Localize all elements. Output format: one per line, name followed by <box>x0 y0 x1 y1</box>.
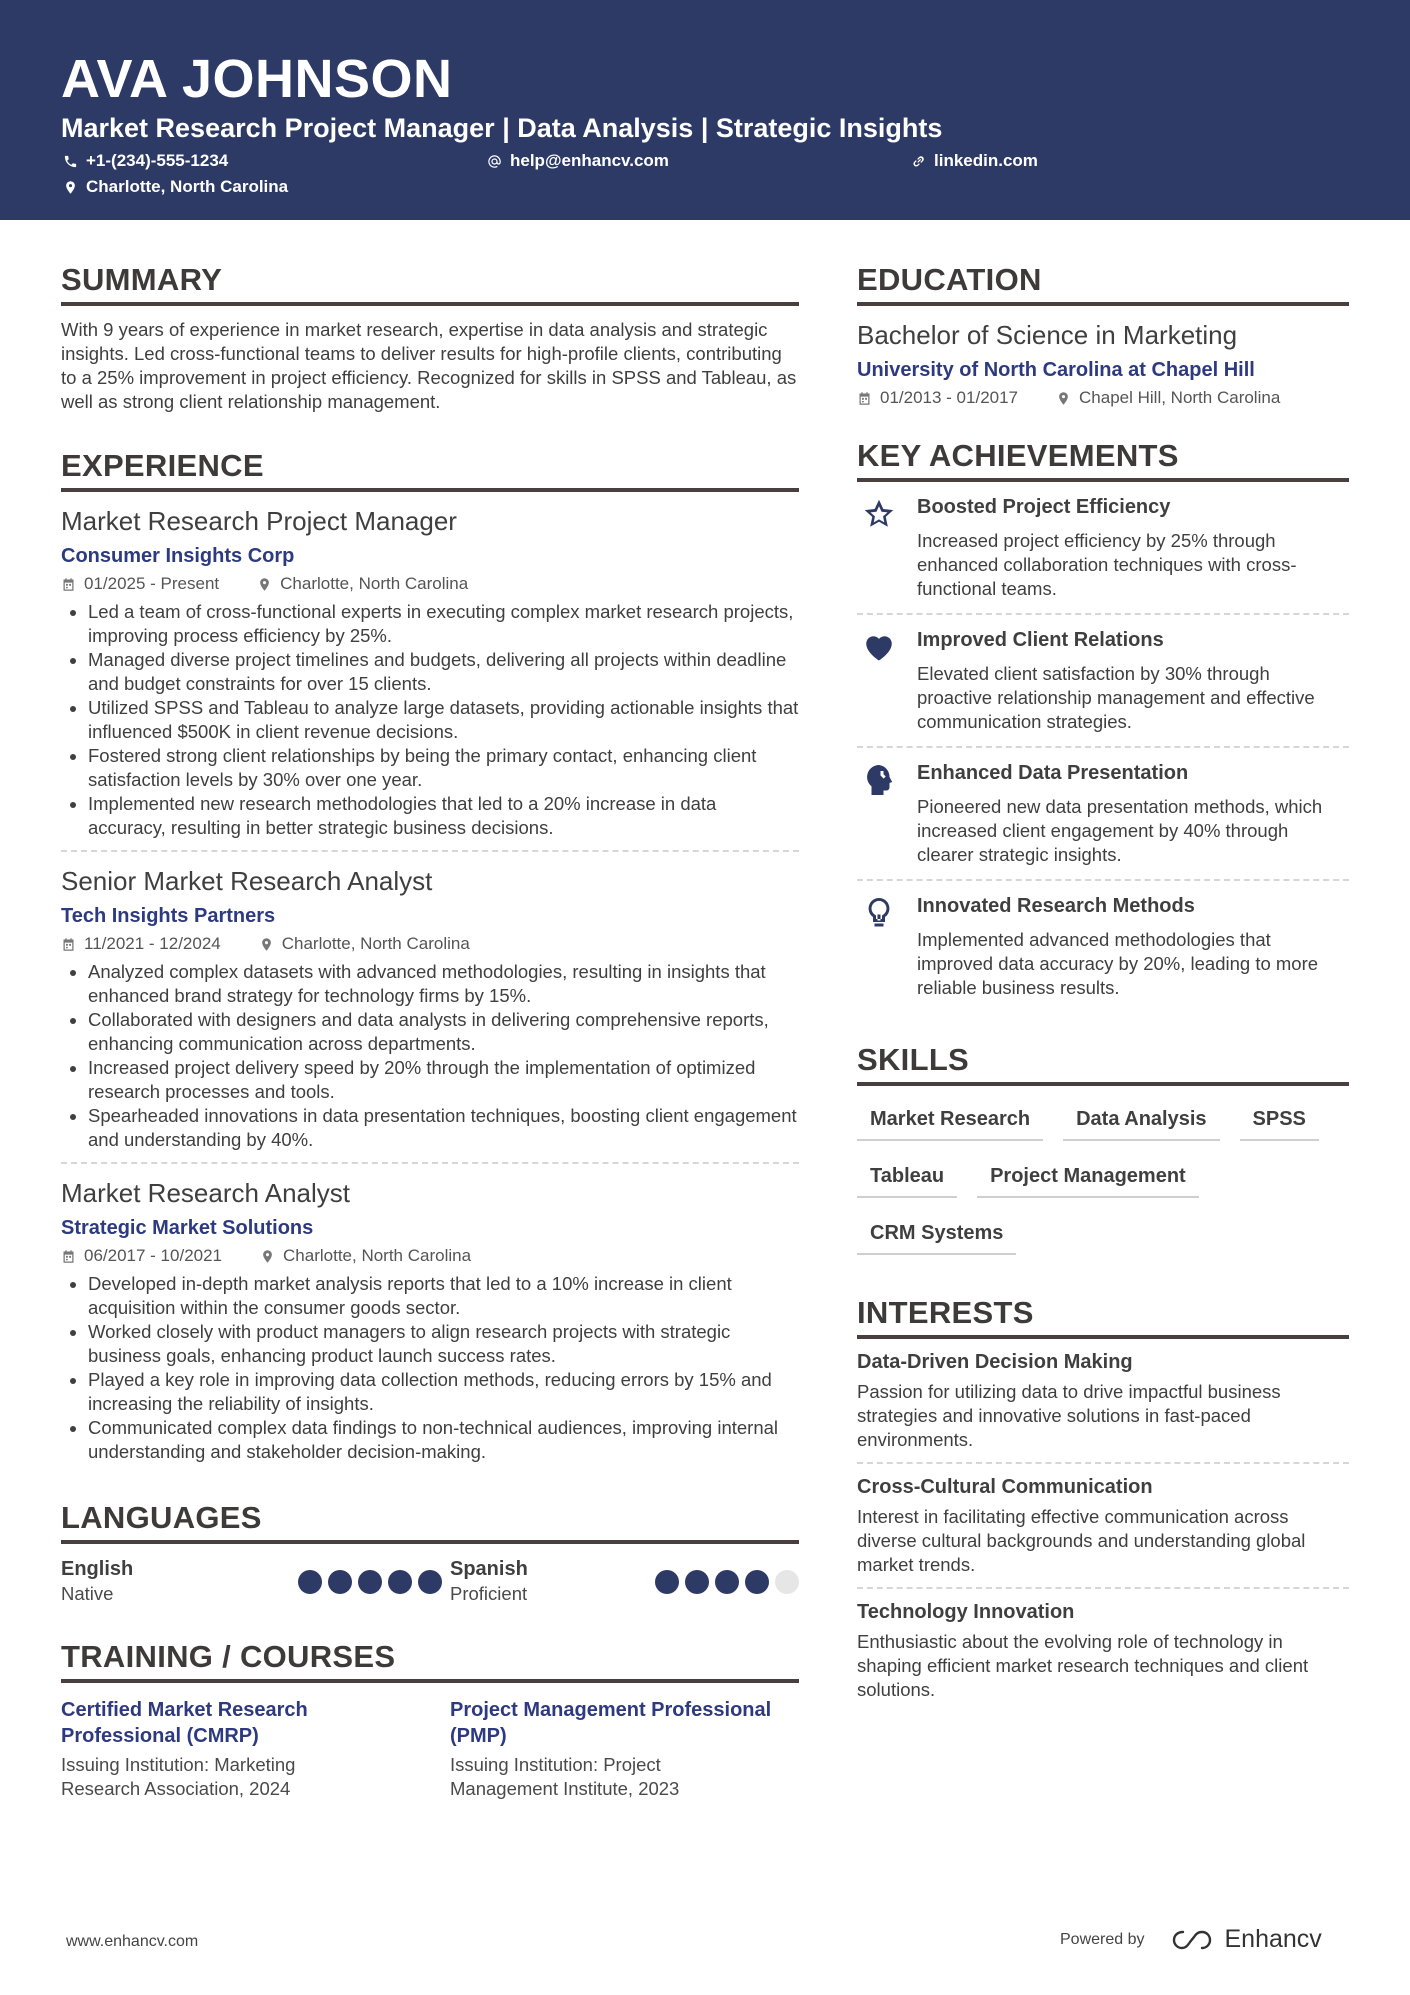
location-pin-icon <box>63 180 78 195</box>
brand-name: Enhancv <box>1224 1925 1322 1953</box>
language-name: Spanish <box>450 1558 528 1580</box>
right-column <box>857 262 1349 1712</box>
location-pin-icon <box>260 1249 275 1264</box>
link-icon <box>911 154 926 169</box>
job-dates: 11/2021 - 12/2024 <box>84 934 221 953</box>
experience-item <box>61 492 799 852</box>
course-item <box>61 1697 450 1801</box>
bullet-item: • Collaborated with designers and data analysts in delivering comprehensive reports, enhancing communication across departments. <box>88 1008 799 1056</box>
training-heading: TRAINING / COURSES <box>61 1639 799 1683</box>
location-pin-icon <box>1056 391 1071 406</box>
skill-tag: Data Analysis <box>1063 1104 1219 1141</box>
bullet-item: • Communicated complex data findings to non-technical audiences, improving internal understanding and stakeholder decision-making. <box>88 1416 799 1464</box>
course-institution: Issuing Institution: Project Management Institute, 2023 <box>450 1754 680 1799</box>
interest-title: Technology Innovation <box>857 1601 1075 1623</box>
bullet-item: • Utilized SPSS and Tableau to analyze large datasets, providing actionable insights that influenced $500K in client revenue decisions. <box>88 696 799 744</box>
language-rating <box>655 1570 799 1605</box>
bullet-item: • Spearheaded innovations in data presentation techniques, boosting client engagement and understanding by 40%. <box>88 1104 799 1152</box>
summary-text: With 9 years of experience in market research, expertise in data analysis and strategic insights. Led cross-functional teams to deliver results for high-profile clients, contributing to a 25% improvement in project efficiency. Recognized for skills in SPSS and Tableau, as well as strong client relationship management. <box>61 319 797 412</box>
head-icon <box>861 762 897 798</box>
achievement-text: Implemented advanced methodologies that improved data accuracy by 20%, leading to more reliable business results. <box>917 929 1319 998</box>
footer-website[interactable]: www.enhancv.com <box>66 1933 199 1950</box>
education-heading: EDUCATION <box>857 262 1349 306</box>
location-pin-icon <box>259 937 274 952</box>
education-degree: Bachelor of Science in Marketing <box>857 320 1238 350</box>
job-bullets <box>61 960 799 1152</box>
skill-tag: Market Research <box>857 1104 1043 1141</box>
achievement-text: Pioneered new data presentation methods, which increased client engagement by 40% through clearer strategic insights. <box>917 796 1323 865</box>
achievement-title: Innovated Research Methods <box>917 895 1195 917</box>
interest-text: Interest in facilitating effective communication across diverse cultural backgrounds and understanding global market trends. <box>857 1506 1306 1575</box>
interest-item <box>857 1464 1349 1589</box>
job-company: Tech Insights Partners <box>61 905 276 927</box>
powered-by-text: Powered by <box>1060 1930 1145 1948</box>
achievement-text: Increased project efficiency by 25% through enhanced collaboration techniques with cross-functional teams. <box>917 530 1297 599</box>
calendar-icon <box>61 1249 76 1264</box>
languages-section <box>61 1500 799 1605</box>
rating-dot-empty <box>775 1570 799 1594</box>
language-item <box>61 1558 450 1605</box>
rating-dot-filled <box>328 1570 352 1594</box>
bullet-item: • Implemented new research methodologies that led to a 20% increase in data accuracy, resulting in better strategic business decisions. <box>88 792 799 840</box>
bullet-item: • Fostered strong client relationships by being the primary contact, enhancing client satisfaction levels by 30% over one year. <box>88 744 799 792</box>
summary-heading: SUMMARY <box>61 262 799 306</box>
interest-item <box>857 1339 1349 1464</box>
achievement-title: Boosted Project Efficiency <box>917 496 1171 518</box>
job-location: Charlotte, North Carolina <box>281 934 470 953</box>
rating-dot-filled <box>418 1570 442 1594</box>
job-company: Strategic Market Solutions <box>61 1217 314 1239</box>
training-section <box>61 1639 799 1801</box>
left-column <box>61 262 799 1801</box>
experience-item <box>61 852 799 1164</box>
interests-section <box>857 1295 1349 1712</box>
calendar-icon <box>61 937 76 952</box>
education-section <box>857 262 1349 408</box>
achievement-item <box>857 881 1349 1012</box>
job-title: Market Research Project Manager <box>61 506 457 536</box>
course-title: Project Management Professional (PMP) <box>450 1699 772 1747</box>
rating-dot-filled <box>388 1570 412 1594</box>
achievement-title: Enhanced Data Presentation <box>917 762 1189 784</box>
skill-tag: Tableau <box>857 1161 957 1198</box>
skill-tag: SPSS <box>1240 1104 1319 1141</box>
candidate-name: AVA JOHNSON <box>61 49 453 109</box>
bullet-item: • Increased project delivery speed by 20% through the implementation of optimized research processes and tools. <box>88 1056 799 1104</box>
achievement-title: Improved Client Relations <box>917 629 1164 651</box>
lightbulb-icon <box>861 895 897 931</box>
achievement-item <box>857 615 1349 748</box>
heart-icon <box>861 629 897 665</box>
rating-dot-filled <box>685 1570 709 1594</box>
achievements-heading: KEY ACHIEVEMENTS <box>857 438 1349 482</box>
rating-dot-filled <box>298 1570 322 1594</box>
candidate-tagline: Market Research Project Manager | Data Analysis | Strategic Insights <box>61 113 943 143</box>
job-meta <box>61 574 799 594</box>
rating-dot-filled <box>745 1570 769 1594</box>
location-text: Charlotte, North Carolina <box>86 177 289 196</box>
language-level: Native <box>61 1583 114 1604</box>
calendar-icon <box>61 577 76 592</box>
rating-dot-filled <box>358 1570 382 1594</box>
job-bullets <box>61 1272 799 1464</box>
footer-branding <box>1060 1925 1322 1954</box>
achievement-item <box>857 748 1349 881</box>
contact-linkedin <box>911 151 1038 171</box>
language-item <box>450 1558 799 1605</box>
job-title: Senior Market Research Analyst <box>61 866 433 896</box>
job-company: Consumer Insights Corp <box>61 545 295 567</box>
at-icon <box>487 154 502 169</box>
star-icon <box>861 496 897 532</box>
language-rating <box>298 1570 442 1605</box>
bullet-item: • Developed in-depth market analysis reports that led to a 10% increase in client acquisition within the consumer goods sector. <box>88 1272 799 1320</box>
contact-email <box>487 151 669 171</box>
experience-section <box>61 448 799 1474</box>
course-institution: Issuing Institution: Marketing Research Association, 2024 <box>61 1754 296 1799</box>
rating-dot-filled <box>715 1570 739 1594</box>
email-text: help@enhancv.com <box>510 151 669 170</box>
bullet-item: • Played a key role in improving data collection methods, reducing errors by 15% and increasing the reliability of insights. <box>88 1368 799 1416</box>
resume-header <box>0 0 1410 220</box>
skills-heading: SKILLS <box>857 1042 1349 1086</box>
location-pin-icon <box>257 577 272 592</box>
phone-icon <box>63 154 78 169</box>
contact-location <box>63 177 288 197</box>
skill-tag: CRM Systems <box>857 1218 1016 1255</box>
education-dates: 01/2013 - 01/2017 <box>880 388 1019 407</box>
enhancv-logo-icon <box>1171 1928 1217 1952</box>
achievement-item <box>857 482 1349 615</box>
education-meta <box>857 388 1349 408</box>
job-dates: 01/2025 - Present <box>84 574 220 593</box>
bullet-item: • Led a team of cross-functional experts in executing complex market research projects, improving process efficiency by 25%. <box>88 600 799 648</box>
interest-text: Enthusiastic about the evolving role of technology in shaping efficient market research techniques and client solutions. <box>857 1631 1309 1700</box>
interest-title: Data-Driven Decision Making <box>857 1351 1133 1373</box>
brand-logo[interactable] <box>1171 1925 1322 1954</box>
achievements-section <box>857 438 1349 1012</box>
skills-list <box>857 1104 1349 1255</box>
course-title: Certified Market Research Professional (CMRP) <box>61 1699 308 1747</box>
interests-heading: INTERESTS <box>857 1295 1349 1339</box>
bullet-item: • Managed diverse project timelines and budgets, delivering all projects within deadline and budget constraints for over 15 clients. <box>88 648 799 696</box>
rating-dot-filled <box>655 1570 679 1594</box>
interest-title: Cross-Cultural Communication <box>857 1476 1153 1498</box>
job-meta <box>61 1246 799 1266</box>
summary-section <box>61 262 799 414</box>
phone-text: +1-(234)-555-1234 <box>86 151 229 170</box>
skill-tag: Project Management <box>977 1161 1199 1198</box>
interest-text: Passion for utilizing data to drive impactful business strategies and innovative solutions in fast-paced environments. <box>857 1381 1281 1450</box>
achievement-text: Elevated client satisfaction by 30% through proactive relationship management and effective communication strategies. <box>917 663 1315 732</box>
job-dates: 06/2017 - 10/2021 <box>84 1246 223 1265</box>
language-level: Proficient <box>450 1583 528 1604</box>
job-location: Charlotte, North Carolina <box>283 1246 472 1265</box>
skills-section <box>857 1042 1349 1255</box>
contact-phone <box>63 151 228 171</box>
experience-item <box>61 1164 799 1474</box>
job-title: Market Research Analyst <box>61 1178 351 1208</box>
course-item <box>450 1697 799 1801</box>
education-location: Chapel Hill, North Carolina <box>1079 388 1281 407</box>
job-bullets <box>61 600 799 840</box>
bullet-item: • Worked closely with product managers to align research projects with strategic business goals, enhancing product launch success rates. <box>88 1320 799 1368</box>
bullet-item: • Analyzed complex datasets with advanced methodologies, resulting in insights that enhanced brand strategy for technology firms by 15%. <box>88 960 799 1008</box>
languages-heading: LANGUAGES <box>61 1500 799 1544</box>
linkedin-text: linkedin.com <box>934 151 1038 170</box>
language-name: English <box>61 1558 134 1580</box>
job-location: Charlotte, North Carolina <box>280 574 469 593</box>
job-meta <box>61 934 799 954</box>
interest-item <box>857 1589 1349 1712</box>
calendar-icon <box>857 391 872 406</box>
education-school: University of North Carolina at Chapel Hill <box>857 359 1255 381</box>
experience-heading: EXPERIENCE <box>61 448 799 492</box>
